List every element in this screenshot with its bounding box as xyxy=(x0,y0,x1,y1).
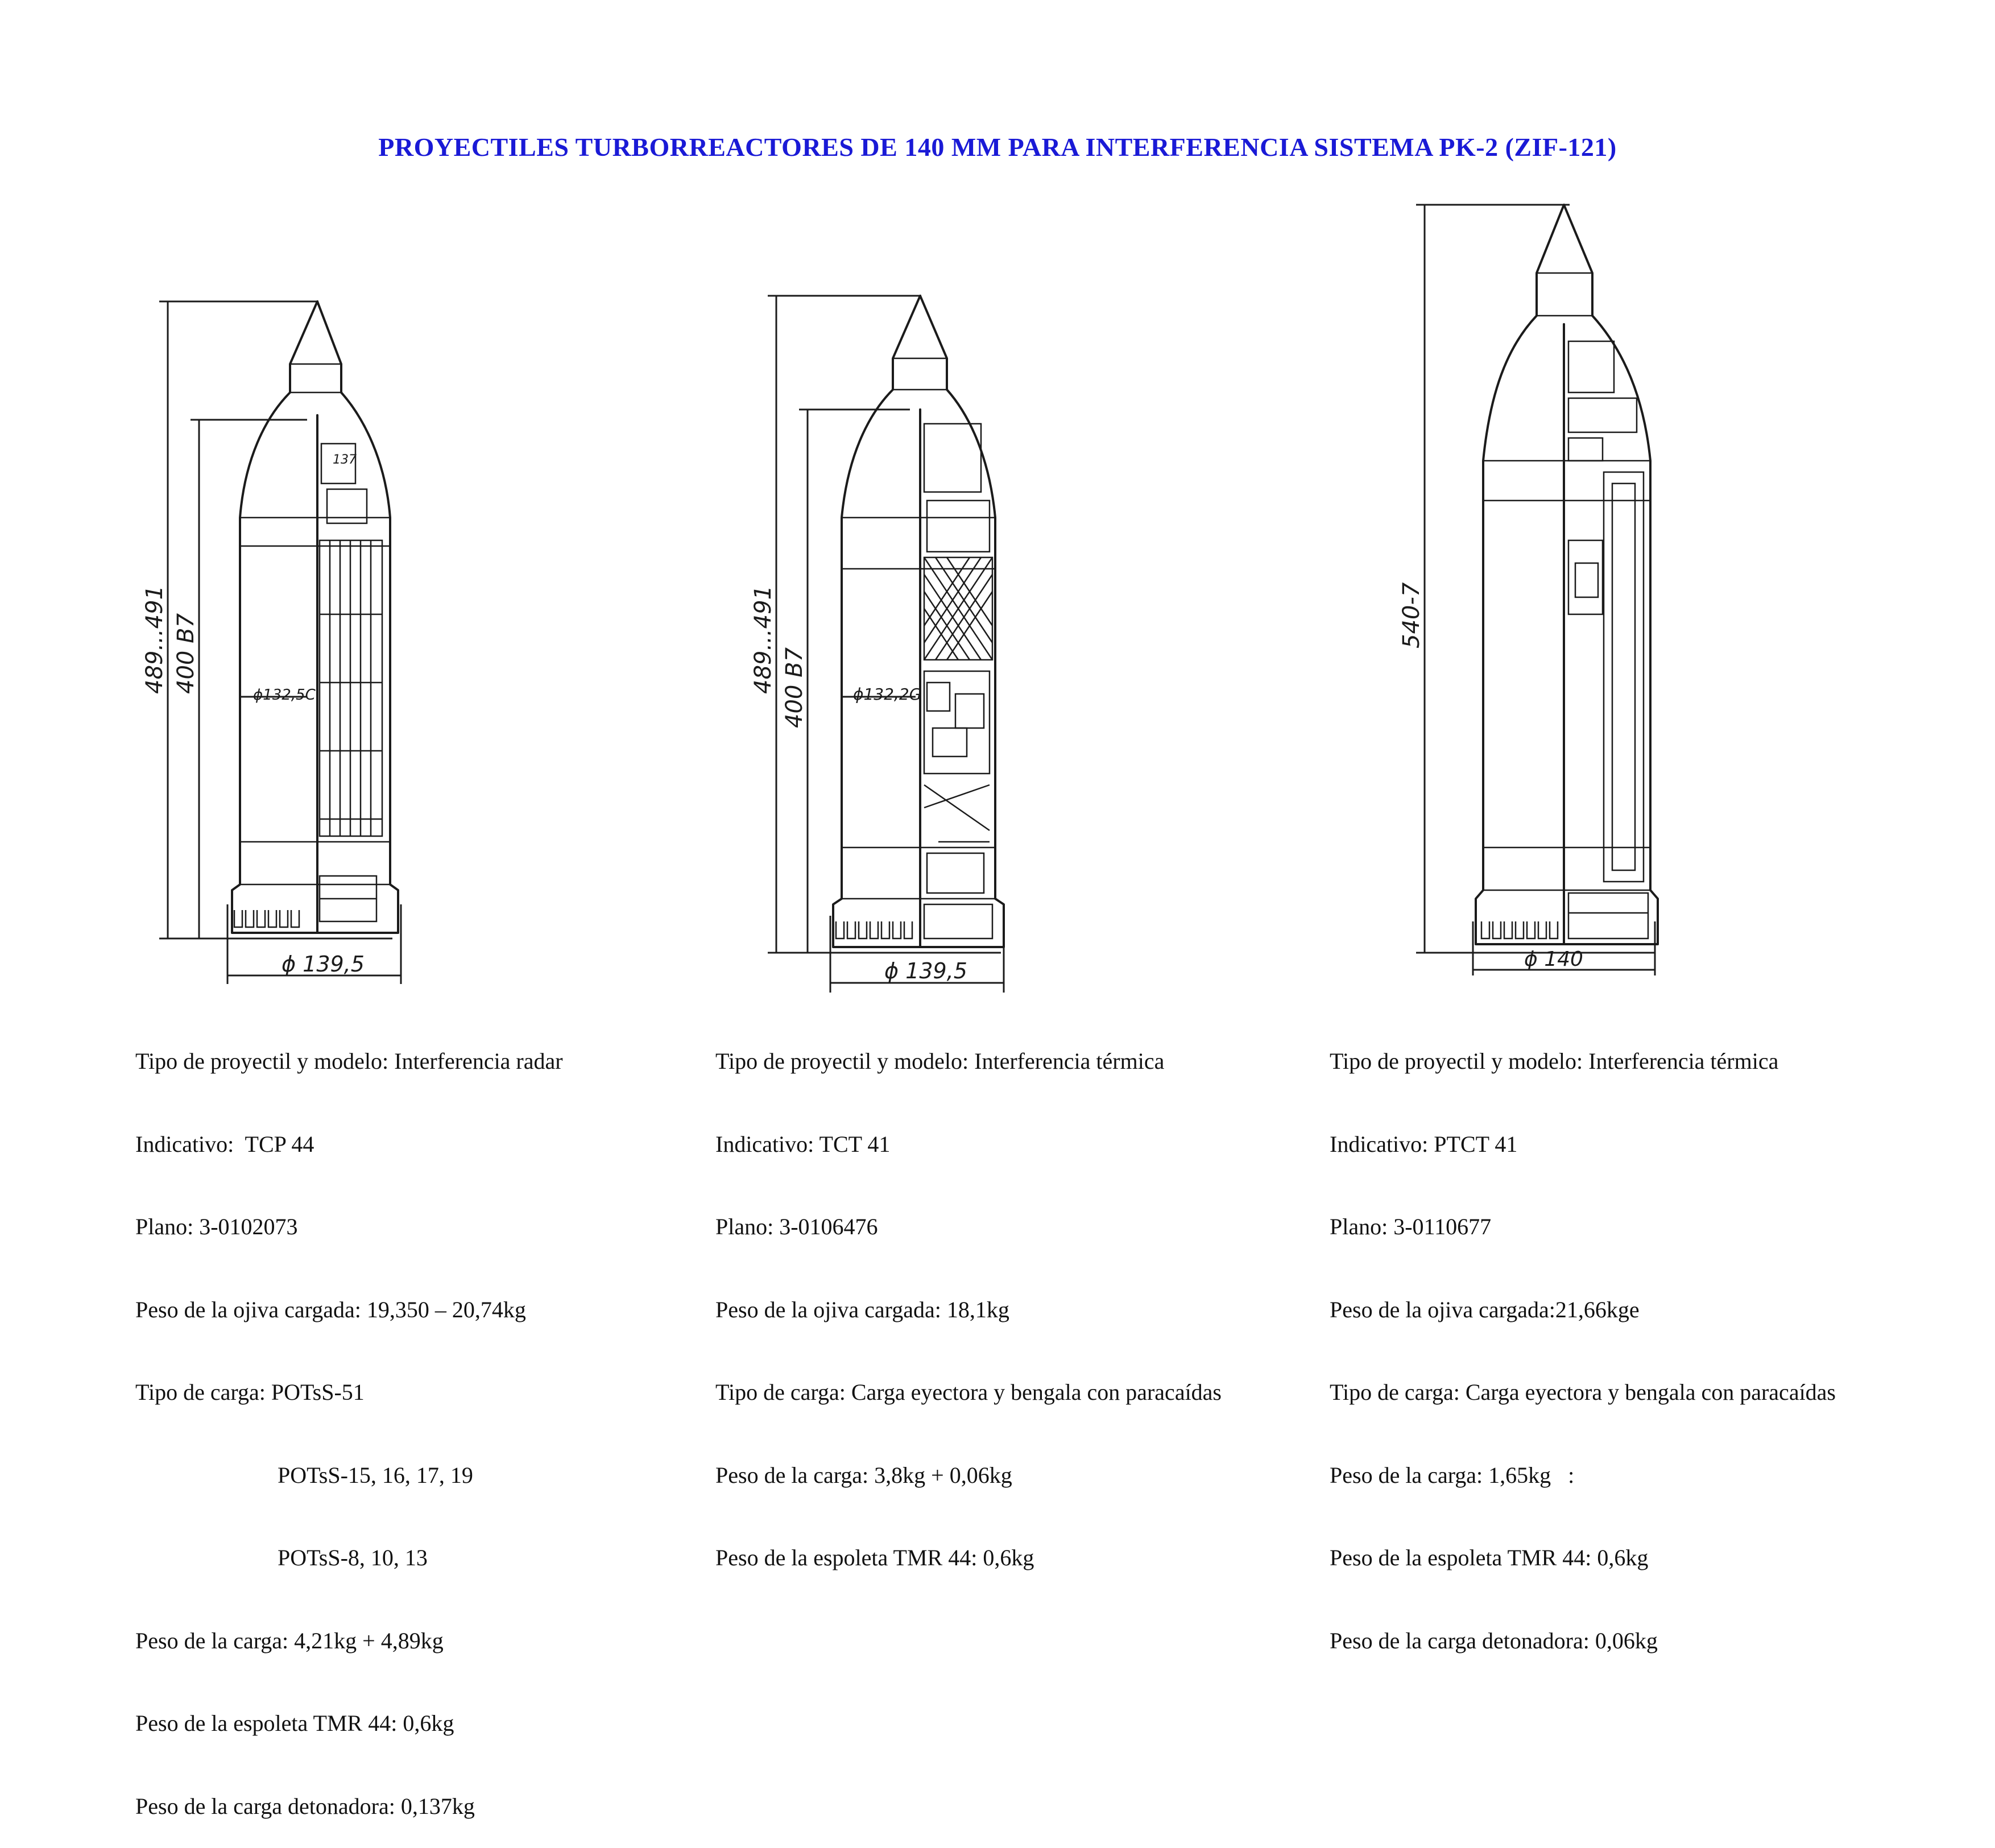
spec-line: Peso de la ojiva cargada:21,66kge xyxy=(1330,1296,1640,1322)
spec-line: Tipo de proyectil y modelo: Interferencia térmica xyxy=(715,1048,1165,1074)
dim-inner-diameter: ϕ132,2G xyxy=(853,685,922,704)
dim-outer-diameter: ϕ 139,5 xyxy=(282,952,365,977)
dim-inner-diameter: ϕ132,5С xyxy=(253,687,316,704)
spec-line: Peso de la espoleta TMR 44: 0,6kg xyxy=(135,1710,454,1736)
projectile-drawing-tct41 xyxy=(739,273,1058,995)
spec-line: Peso de la espoleta TMR 44: 0,6kg xyxy=(1330,1545,1649,1570)
spec-line: POTsS-15, 16, 17, 19 xyxy=(135,1462,473,1488)
spec-line: Tipo de carga: POTsS-51 xyxy=(135,1379,365,1405)
spec-line: Peso de la carga detonadora: 0,06kg xyxy=(1330,1627,1658,1653)
spec-line: Indicativo: PTCT 41 xyxy=(1330,1131,1518,1157)
spec-line: Peso de la carga: 1,65kg : xyxy=(1330,1462,1575,1488)
spec-block-tct41 xyxy=(715,993,1222,1599)
spec-line: Tipo de carga: Carga eyectora y bengala con paracaídas xyxy=(1330,1379,1836,1405)
spec-line: Indicativo: TCT 41 xyxy=(715,1131,891,1157)
spec-line: Tipo de proyectil y modelo: Interferencia térmica xyxy=(1330,1048,1779,1074)
spec-block-ptct41 xyxy=(1330,993,1836,1682)
dim-body-length: 400 B7 xyxy=(781,647,808,728)
dim-outer-diameter: ϕ 140 xyxy=(1524,948,1583,971)
spec-line: POTsS-8, 10, 13 xyxy=(135,1545,428,1570)
spec-block-tcp44 xyxy=(135,993,563,1848)
spec-line: Peso de la carga: 4,21kg + 4,89kg xyxy=(135,1627,444,1653)
spec-line: Plano: 3-0102073 xyxy=(135,1214,298,1239)
page-title: PROYECTILES TURBORREACTORES DE 140 MM PARA INTERFERENCIA SISTEMA PK-2 (ZIF-121) xyxy=(378,133,1617,162)
dim-label-137: 137 xyxy=(333,453,357,467)
spec-line: Peso de la espoleta TMR 44: 0,6kg xyxy=(715,1545,1034,1570)
spec-line: Peso de la carga detonadora: 0,137kg xyxy=(135,1793,475,1819)
dim-total-length: 489...491 xyxy=(750,585,776,694)
spec-line: Indicativo: TCP 44 xyxy=(135,1131,314,1157)
dim-total-length: 489...491 xyxy=(142,585,168,694)
dim-total-length: 540-7 xyxy=(1398,582,1425,648)
spec-line: Peso de la ojiva cargada: 19,350 – 20,74kg xyxy=(135,1296,526,1322)
dim-body-length: 400 B7 xyxy=(173,613,199,694)
spec-line: Peso de la ojiva cargada: 18,1kg xyxy=(715,1296,1009,1322)
spec-line: Peso de la carga: 3,8kg + 0,06kg xyxy=(715,1462,1012,1488)
spec-line: Plano: 3-0106476 xyxy=(715,1214,878,1239)
spec-line: Tipo de proyectil y modelo: Interferencia radar xyxy=(135,1048,563,1074)
spec-line: Plano: 3-0110677 xyxy=(1330,1214,1492,1239)
projectile-drawing-ptct41 xyxy=(1388,193,1706,990)
dim-outer-diameter: ϕ 139,5 xyxy=(884,958,967,983)
spec-line: Tipo de carga: Carga eyectora y bengala con paracaídas xyxy=(715,1379,1222,1405)
projectile-drawing-tcp44 xyxy=(136,273,455,995)
